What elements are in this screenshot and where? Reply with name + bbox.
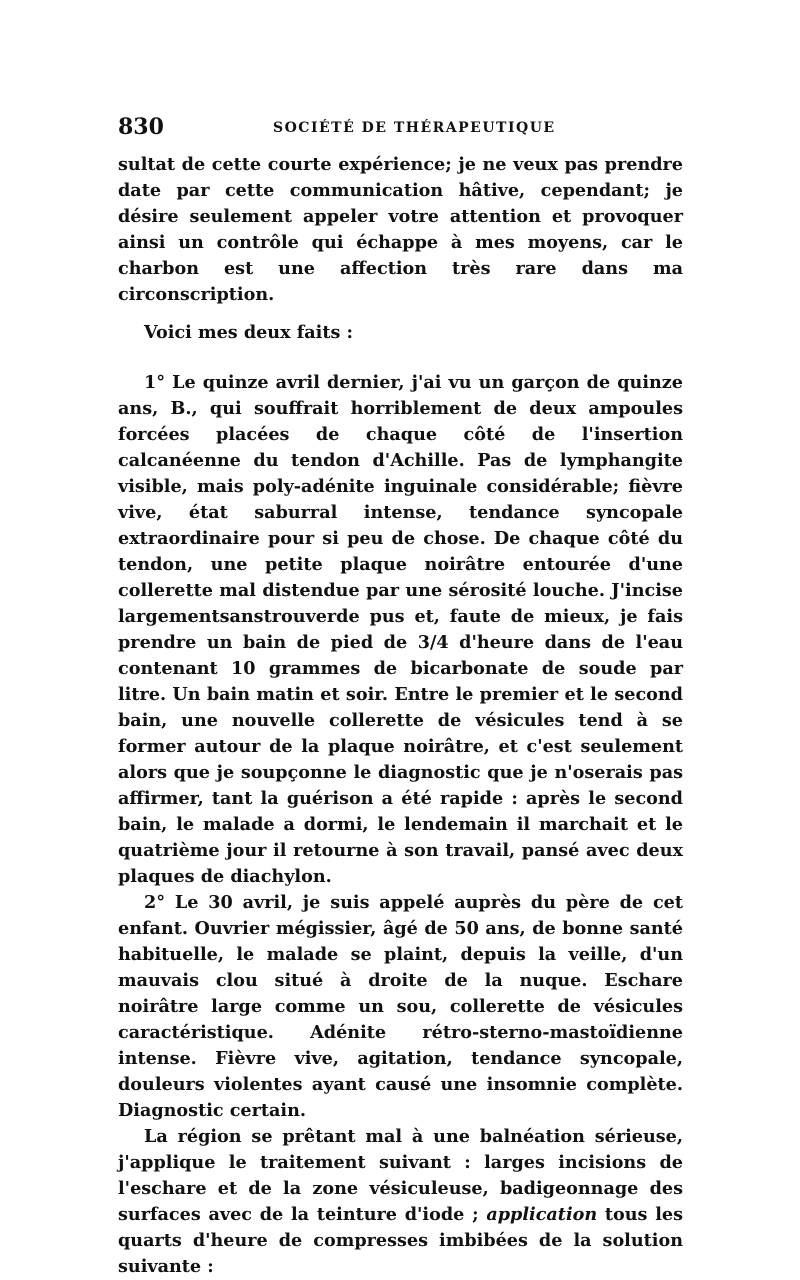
treatment-text-start: La région se prêtant mal à une balnéation sérieuse, j'applique le traitement suivant : larges incisions de l'eschare et de la zone vésiculeuse, badigeonnage des surfaces avec de la teinture d'iode ; [118, 1126, 683, 1225]
paragraph-case-2: 2° Le 30 avril, je suis appelé auprès du père de cet enfant. Ouvrier mégissier, âgé de 50 ans, de bonne santé habituelle, le malade se plaint, depuis la veille, d'un mauvais clou situé à droite de la nuque. Eschare noirâtre large comme un sou, collerette de vésicules caractéristique. Adénite rétro-sterno-mastoïdienne intense. Fièvre vive, agitation, tendance syncopale, douleurs violentes ayant causé une insomnie complète. Diagnostic certain. [118, 892, 683, 1121]
body-text [118, 152, 683, 1280]
paragraph-continued: sultat de cette courte expérience; je ne veux pas prendre date par cette communication hâtive, cependant; je désire seulement appeler votre attention et provoquer ainsi un contrôle qui échappe à mes moyens, car le charbon est une affection très rare dans ma circonscription. [118, 154, 683, 305]
paragraph-case-1: 1° Le quinze avril dernier, j'ai vu un garçon de quinze ans, B., qui souffrait horriblement de deux ampoules forcées placées de chaque côté de l'insertion calcanéenne du tendon d'Achille. Pas de lymphangite visible, mais poly-adénite inguinale considérable; fièvre vive, état saburral intense, tendance syncopale extraordinaire pour si peu de chose. De chaque côté du tendon, une petite plaque noirâtre entourée d'une collerette mal distendue par une sérosité louche. J'incise largementsanstrouverde pus et, faute de mieux, je fais prendre un bain de pied de 3/4 d'heure dans de l'eau contenant 10 grammes de bicarbonate de soude par litre. Un bain matin et soir. Entre le premier et le second bain, une nouvelle collerette de vésicules tend à se former autour de la plaque noirâtre, et c'est seulement alors que je soupçonne le diagnostic que je n'oserais pas affirmer, tant la guérison a été rapide : après le second bain, le malade a dormi, le lendemain il marchait et le quatrième jour il retourne à son travail, pansé avec deux plaques de diachylon. [118, 372, 683, 887]
paragraph-treatment [118, 1124, 683, 1280]
running-title: SOCIÉTÉ DE THÉRAPEUTIQUE [273, 120, 556, 136]
page-number: 830 [118, 114, 164, 140]
paragraph-intro: Voici mes deux faits : [144, 322, 354, 343]
treatment-text-end: tous les quarts d'heure de compresses imbibées de la solution suivante : [118, 1204, 683, 1277]
page-header [118, 114, 683, 144]
treatment-italic-word: application [486, 1204, 598, 1225]
